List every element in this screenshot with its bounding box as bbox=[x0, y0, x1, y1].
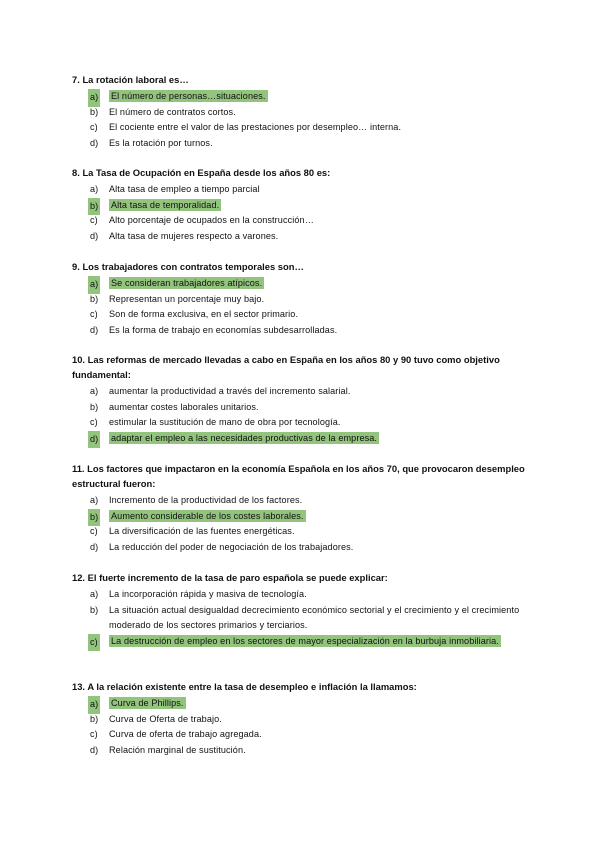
option-c: c) La destrucción de empleo en los sectores de mayor especialización en la burbuja inmobiliaria. bbox=[72, 634, 532, 650]
option-a: a) La incorporación rápida y masiva de tecnología. bbox=[90, 589, 307, 599]
option-d: d) La reducción del poder de negociación de los trabajadores. bbox=[90, 541, 354, 552]
option-list bbox=[72, 276, 532, 338]
option-c: c) Alto porcentaje de ocupados en la construcción… bbox=[90, 215, 314, 226]
option-c: c) La diversificación de las fuentes energéticas. bbox=[90, 526, 295, 537]
question-12 bbox=[72, 570, 532, 649]
option-b: b) Representan un porcentaje muy bajo. bbox=[90, 293, 265, 304]
option-d: d) Relación marginal de sustitución. bbox=[90, 744, 246, 755]
option-a: a) Se consideran trabajadores atípicos. bbox=[72, 276, 532, 292]
question-title: 11. Los factores que impactaron en la economía Española en los años 70, que provocaron desempleo estructural fueron: bbox=[72, 463, 525, 489]
option-b: b) aumentar costes laborales unitarios. bbox=[90, 401, 259, 412]
option-list bbox=[72, 493, 532, 555]
option-c: c) Son de forma exclusiva, en el sector primario. bbox=[90, 309, 299, 320]
option-a: a) Incremento de la productividad de los factores. bbox=[90, 495, 303, 505]
question-title: 9. Los trabajadores con contratos temporales son… bbox=[72, 261, 304, 272]
question-title: 12. El fuerte incremento de la tasa de paro española se puede explicar: bbox=[72, 572, 388, 583]
question-7 bbox=[72, 72, 532, 151]
option-d: d) Es la forma de trabajo en economías subdesarrolladas. bbox=[90, 324, 338, 335]
question-8 bbox=[72, 165, 532, 244]
question-13 bbox=[72, 679, 532, 758]
question-10 bbox=[72, 352, 532, 446]
option-c: c) El cociente entre el valor de las prestaciones por desempleo… interna. bbox=[90, 122, 402, 133]
option-b: b) La situación actual desigualdad decrecimiento económico sectorial y el crecimiento y el crecimiento moderado de los sectores primarios y terciarios. bbox=[90, 604, 520, 631]
option-d: d) adaptar el empleo a las necesidades productivas de la empresa. bbox=[72, 431, 532, 447]
question-title: 8. La Tasa de Ocupación en España desde los años 80 es: bbox=[72, 167, 331, 178]
question-title: 10. Las reformas de mercado llevadas a cabo en España en los años 80 y 90 tuvo como objetivo fundamental: bbox=[72, 354, 500, 380]
option-b: b) Curva de Oferta de trabajo. bbox=[90, 713, 222, 724]
option-b: b) Alta tasa de temporalidad. bbox=[72, 198, 532, 214]
option-c: c) Curva de oferta de trabajo agregada. bbox=[90, 729, 262, 740]
option-a: a) Alta tasa de empleo a tiempo parcial bbox=[90, 184, 260, 194]
question-title: 13. A la relación existente entre la tasa de desempleo e inflación la llamamos: bbox=[72, 681, 417, 692]
option-list bbox=[72, 89, 532, 151]
option-d: d) Es la rotación por turnos. bbox=[90, 137, 213, 148]
option-list bbox=[72, 384, 532, 446]
option-b: b) Aumento considerable de los costes laborales. bbox=[72, 509, 532, 525]
option-b: b) El número de contratos cortos. bbox=[90, 106, 236, 117]
question-title: 7. La rotación laboral es… bbox=[72, 74, 189, 85]
question-11 bbox=[72, 461, 532, 555]
option-c: c) estimular la sustitución de mano de obra por tecnología. bbox=[90, 417, 341, 428]
question-9 bbox=[72, 259, 532, 338]
option-list bbox=[72, 182, 532, 244]
option-a: a) El número de personas…situaciones. bbox=[72, 89, 532, 105]
option-list bbox=[72, 696, 532, 758]
option-a: a) Curva de Phillips. bbox=[72, 696, 532, 712]
option-d: d) Alta tasa de mujeres respecto a varones. bbox=[90, 230, 279, 241]
option-a: a) aumentar la productividad a través del incremento salarial. bbox=[90, 386, 351, 396]
option-list bbox=[72, 587, 532, 649]
